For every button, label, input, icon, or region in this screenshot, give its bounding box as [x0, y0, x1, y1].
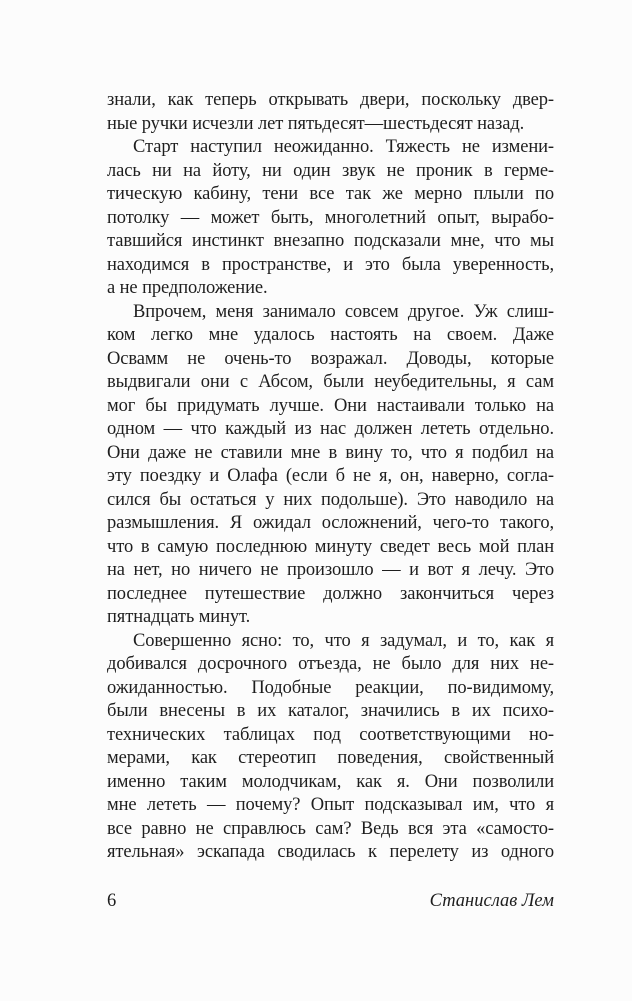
text-line: Совершенно ясно: то, что я задумал, и то, как я: [133, 630, 554, 651]
text-line: выдвигали они с Абсом, были неубедительны, я сам: [107, 372, 554, 392]
text-line: одном — что каждый из нас должен лететь отдельно.: [107, 419, 554, 439]
text-line: мерами, как стереотип поведения, свойственный: [107, 748, 554, 768]
text-line: сился бы остаться у них подольше). Это наводило на: [107, 489, 554, 510]
text-line: ные ручки исчезли лет пятьдесят—шестьдесят назад.: [107, 113, 525, 134]
page-number: 6: [107, 891, 117, 911]
text-line: а не предположение.: [107, 278, 268, 298]
text-line: на нет, но ничего не произошло — и вот я лечу. Это: [107, 560, 554, 580]
page-footer: [107, 889, 554, 913]
text-line: тавшийся инстинкт внезапно подсказали мне, что мы: [107, 231, 554, 251]
text-line: эту поездку и Олафа (если б не я, он, наверно, согла-: [107, 466, 554, 486]
text-line: последнее путешествие должно закончиться через: [107, 583, 554, 604]
running-title: Станислав Лем: [429, 891, 554, 911]
text-line: именно таким молодчикам, как я. Они позволили: [107, 771, 554, 792]
text-line: технических таблицах под соответствующими но-: [107, 724, 554, 745]
text-line: тическую кабину, тени все так же мерно плыли по: [107, 184, 554, 204]
text-line: Освамм не очень-то возражал. Доводы, которые: [107, 348, 554, 369]
text-line: ком легко мне удалось настоять на своем. Даже: [107, 325, 554, 345]
text-line: знали, как теперь открывать двери, поскольку двер-: [107, 90, 554, 110]
text-column: [107, 89, 554, 865]
text-line: Впрочем, меня занимало совсем другое. Уж слиш-: [133, 301, 554, 322]
text-line: ятельная» эскапада сводилась к перелету из одного: [107, 842, 554, 862]
text-line: размышления. Я ожидал осложнений, чего-то такого,: [107, 513, 554, 533]
text-line: что в самую последнюю минуту сведет весь мой план: [107, 536, 554, 557]
text-line: пятнадцать минут.: [107, 607, 251, 627]
text-line: лась ни на йоту, ни один звук не проник в герме-: [107, 160, 554, 181]
text-line: мне лететь — почему? Опыт подсказывал им, что я: [107, 795, 554, 815]
text-line: Они даже не ставили мне в вину то, что я подбил на: [107, 442, 554, 463]
text-line: добивался досрочного отъезда, не было для них не-: [107, 654, 554, 674]
text-line: были внесены в их каталог, значились в их психо-: [107, 701, 554, 721]
text-line: все равно не справлюсь сам? Ведь вся эта «самосто-: [107, 818, 554, 839]
text-line: Старт наступил неожиданно. Тяжесть не измени-: [133, 137, 554, 157]
text-line: ожиданностью. Подобные реакции, по-видимому,: [107, 677, 554, 698]
text-line: потолку — может быть, многолетний опыт, вырабо-: [107, 207, 554, 228]
text-line: находимся в пространстве, и это была уверенность,: [107, 254, 554, 275]
text-line: мог бы придумать лучше. Они настаивали только на: [107, 395, 554, 416]
